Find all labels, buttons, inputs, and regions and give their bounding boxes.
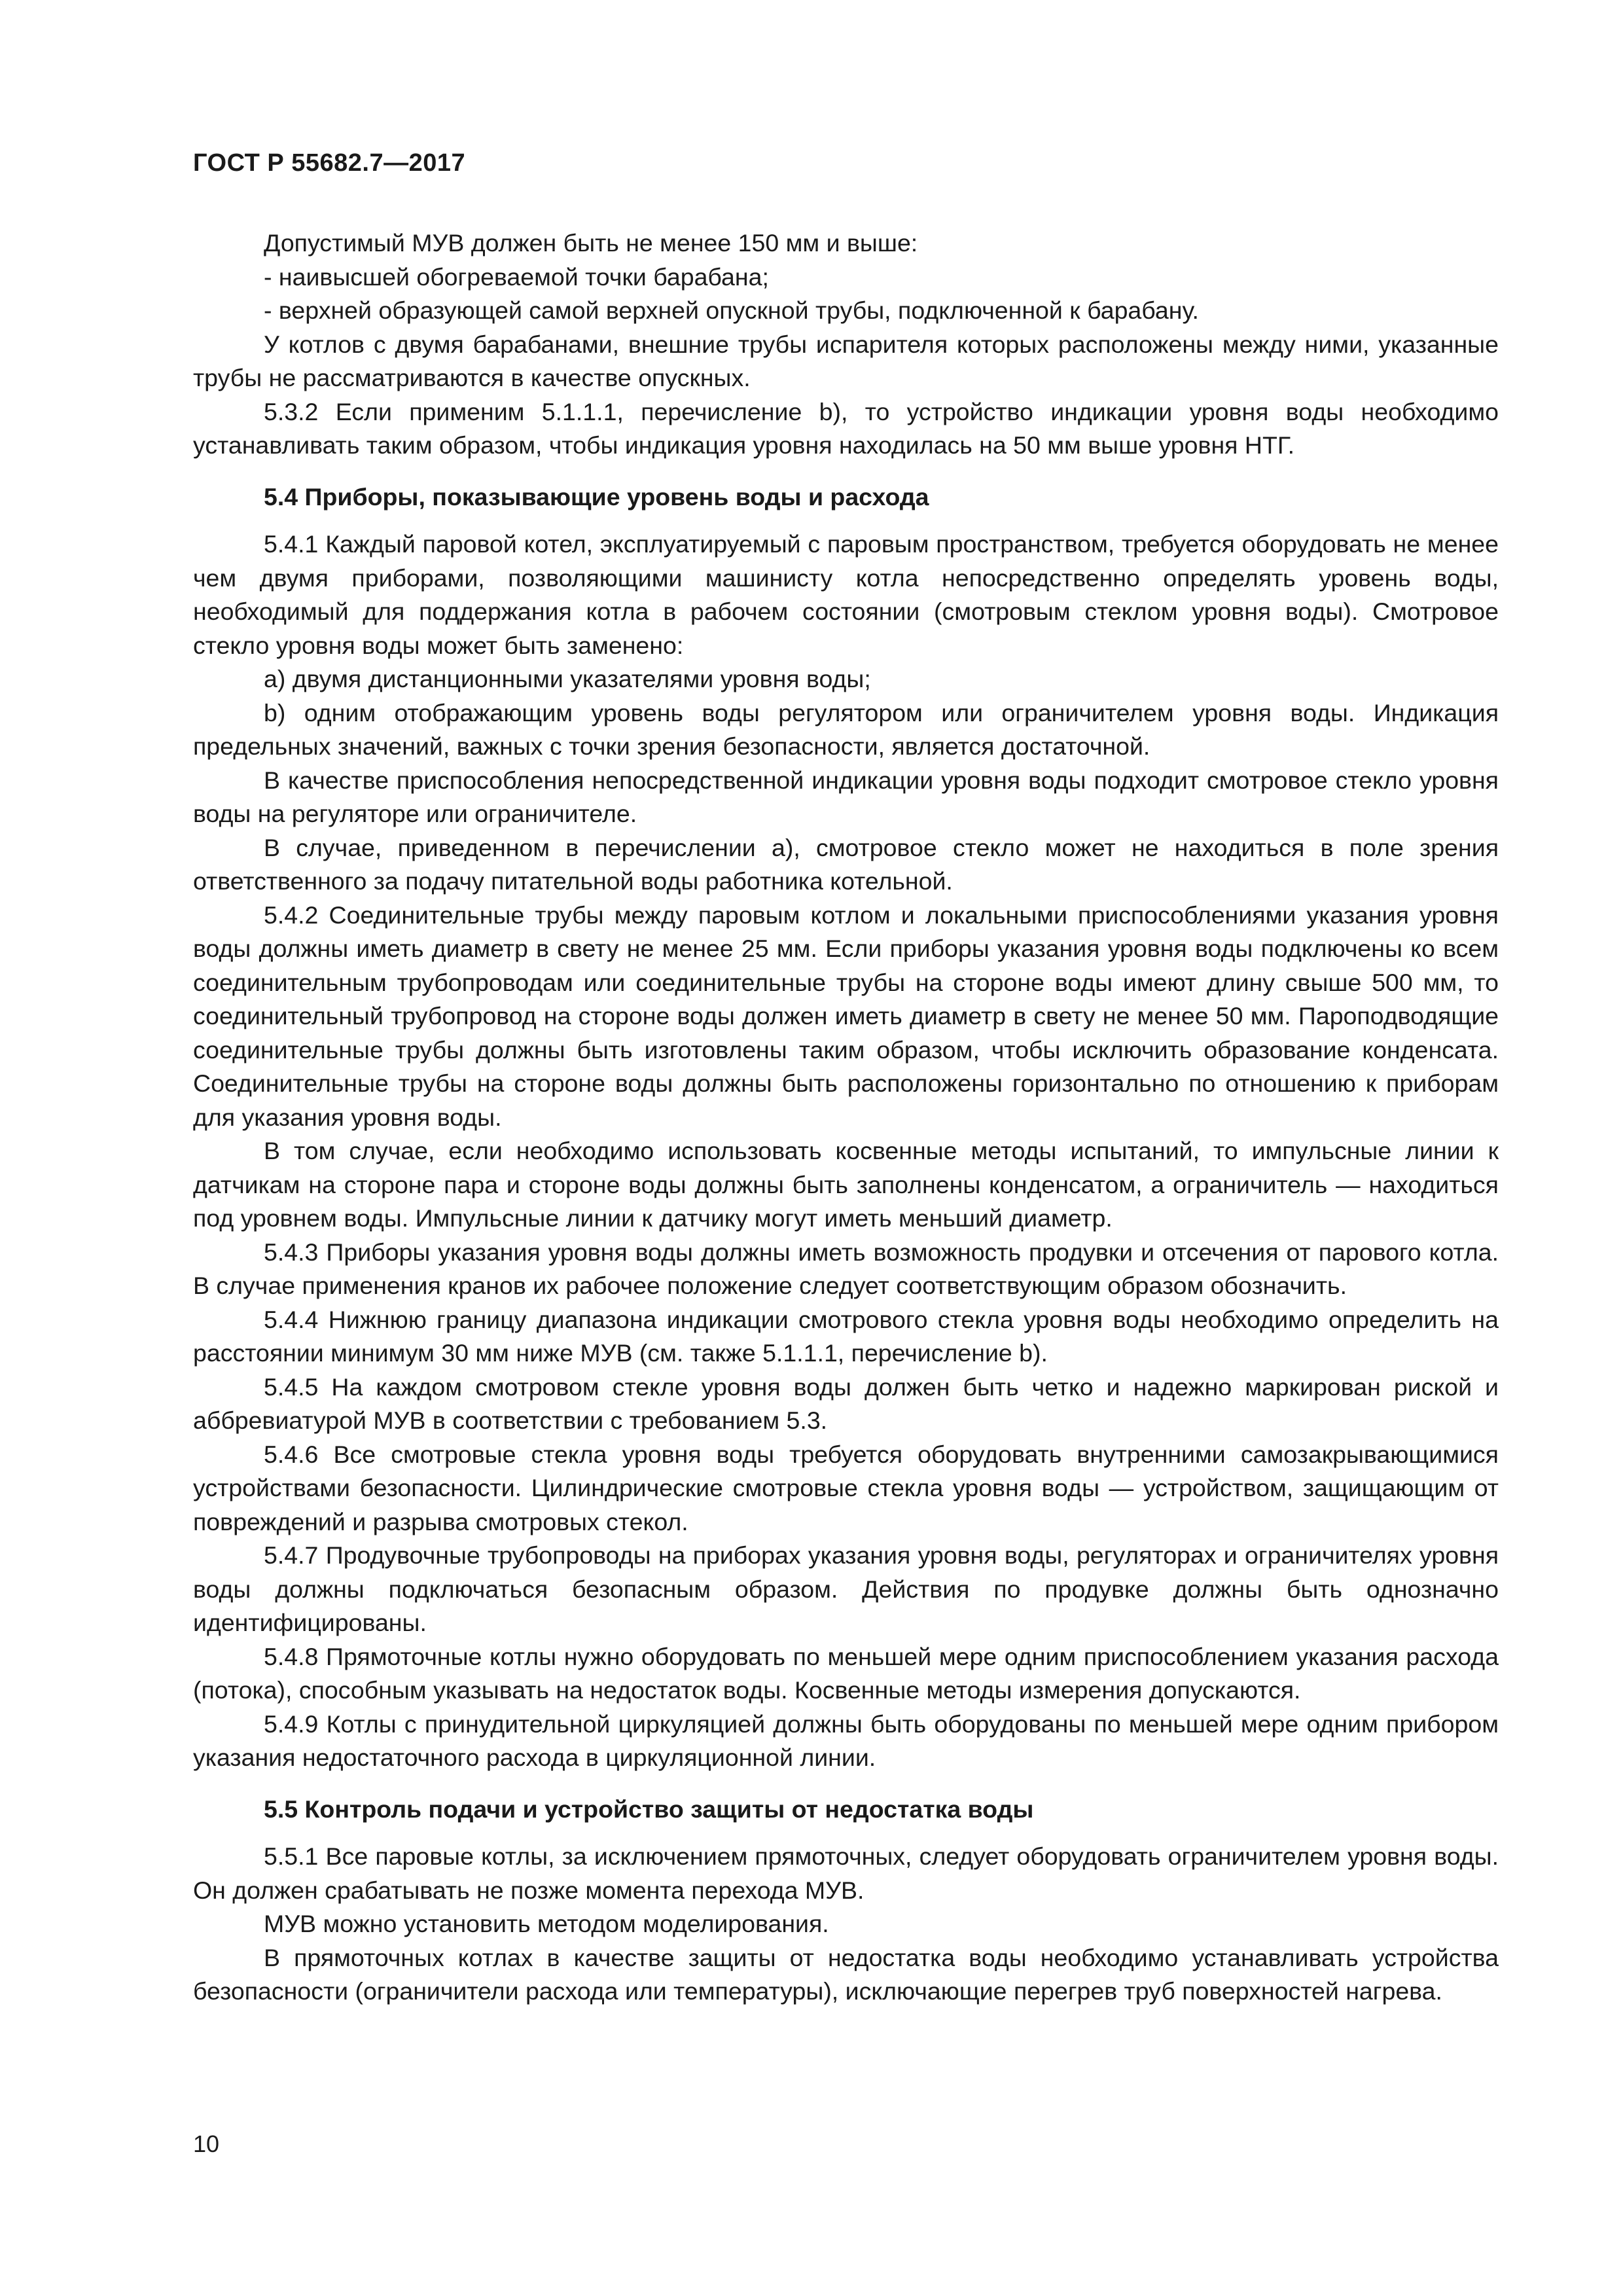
- paragraph: 5.4.2 Соединительные трубы между паровым котлом и локальными приспособлениями указания уровня воды должны иметь диаметр в свету не менее 25 мм. Если приборы указания уровня воды подключены ко всем соединительным трубопроводам или соединительные трубы на стороне воды имеют длину свыше 500 мм, то соединительный трубопровод на стороне воды должен иметь диаметр в свету не менее 50 мм. Пароподводящие соединительные трубы должны быть изготовлены таким образом, чтобы исключить образование конденсата. Соединительные трубы на стороне воды должны быть расположены горизонтально по отношению к приборам для указания уровня воды.: [193, 901, 1499, 1131]
- paragraph: 5.4.6 Все смотровые стекла уровня воды требуется оборудовать внутренними самозакрывающимися устройствами безопасности. Цилиндрические смотровые стекла уровня воды — устройством, защищающим от повреждений и разрыва смотровых стекол.: [193, 1440, 1499, 1535]
- paragraph: 5.4.5 На каждом смотровом стекле уровня воды должен быть четко и надежно маркирован риской и аббревиатурой МУВ в соответствии с требованием 5.3.: [193, 1372, 1499, 1434]
- paragraph: У котлов с двумя барабанами, внешние трубы испарителя которых расположены между ними, указанные трубы не рассматриваются в качестве опускных.: [193, 330, 1499, 391]
- document-header: ГОСТ Р 55682.7—2017: [193, 149, 466, 177]
- document-body: [193, 226, 1499, 2009]
- list-item: b) одним отображающим уровень воды регулятором или ограничителем уровня воды. Индикация предельных значений, важных с точки зрения безопасности, является достаточной.: [193, 698, 1499, 760]
- paragraph: 5.4.1 Каждый паровой котел, эксплуатируемый с паровым пространством, требуется оборудовать не менее чем двумя приборами, позволяющими машинисту котла непосредственно определять уровень воды, необходимый для поддержания котла в рабочем состоянии (смотровым стеклом уровня воды). Смотровое стекло уровня воды может быть заменено:: [193, 530, 1499, 659]
- paragraph: В качестве приспособления непосредственной индикации уровня воды подходит смотровое стекло уровня воды на регуляторе или ограничителе.: [193, 766, 1499, 827]
- section-heading-5-5: 5.5 Контроль подачи и устройство защиты от недостатка воды: [264, 1795, 1034, 1823]
- paragraph: 5.4.3 Приборы указания уровня воды должны иметь возможность продувки и отсечения от парового котла. В случае применения кранов их рабочее положение следует соответствующим образом обозначить.: [193, 1238, 1499, 1299]
- paragraph: 5.5.1 Все паровые котлы, за исключением прямоточных, следует оборудовать ограничителем уровня воды. Он должен срабатывать не позже момента перехода МУВ.: [193, 1842, 1499, 1904]
- paragraph: В случае, приведенном в перечислении а), смотровое стекло может не находиться в поле зрения ответственного за подачу питательной воды работника котельной.: [193, 833, 1499, 895]
- paragraph: МУВ можно установить методом моделирования.: [264, 1910, 829, 1937]
- section-heading-5-4: 5.4 Приборы, показывающие уровень воды и расхода: [264, 482, 929, 511]
- list-item: а) двумя дистанционными указателями уровня воды;: [264, 665, 871, 692]
- paragraph: 5.3.2 Если применим 5.1.1.1, перечисление b), то устройство индикации уровня воды необходимо устанавливать таким образом, чтобы индикация уровня находилась на 50 мм выше уровня НТГ.: [193, 397, 1499, 459]
- paragraph: 5.4.4 Нижнюю границу диапазона индикации смотрового стекла уровня воды необходимо определить на расстоянии минимум 30 мм ниже МУВ (см. также 5.1.1.1, перечисление b).: [193, 1305, 1499, 1367]
- paragraph: В прямоточных котлах в качестве защиты от недостатка воды необходимо устанавливать устройства безопасности (ограничители расхода или температуры), исключающие перегрев труб поверхностей нагрева.: [193, 1943, 1499, 2005]
- list-item: - верхней образующей самой верхней опускной трубы, подключенной к барабану.: [264, 296, 1199, 324]
- list-item: - наивысшей обогреваемой точки барабана;: [264, 262, 769, 291]
- paragraph: 5.4.8 Прямоточные котлы нужно оборудовать по меньшей мере одним приспособлением указания расхода (потока), способным указывать на недостаток воды. Косвенные методы измерения допускаются.: [193, 1642, 1499, 1704]
- paragraph: В том случае, если необходимо использовать косвенные методы испытаний, то импульсные линии к датчикам на стороне пара и стороне воды должны быть заполнены конденсатом, а ограничитель — находиться под уровнем воды. Импульсные линии к датчику могут иметь меньший диаметр.: [193, 1137, 1499, 1232]
- paragraph: Допустимый МУВ должен быть не менее 150 мм и выше:: [264, 229, 918, 257]
- page-number: 10: [193, 2130, 220, 2157]
- paragraph: 5.4.7 Продувочные трубопроводы на приборах указания уровня воды, регуляторах и ограничителях уровня воды должны подключаться безопасным образом. Действия по продувке должны быть однозначно идентифицированы.: [193, 1541, 1499, 1636]
- paragraph: 5.4.9 Котлы с принудительной циркуляцией должны быть оборудованы по меньшей мере одним прибором указания недостаточного расхода в циркуляционной линии.: [193, 1710, 1499, 1771]
